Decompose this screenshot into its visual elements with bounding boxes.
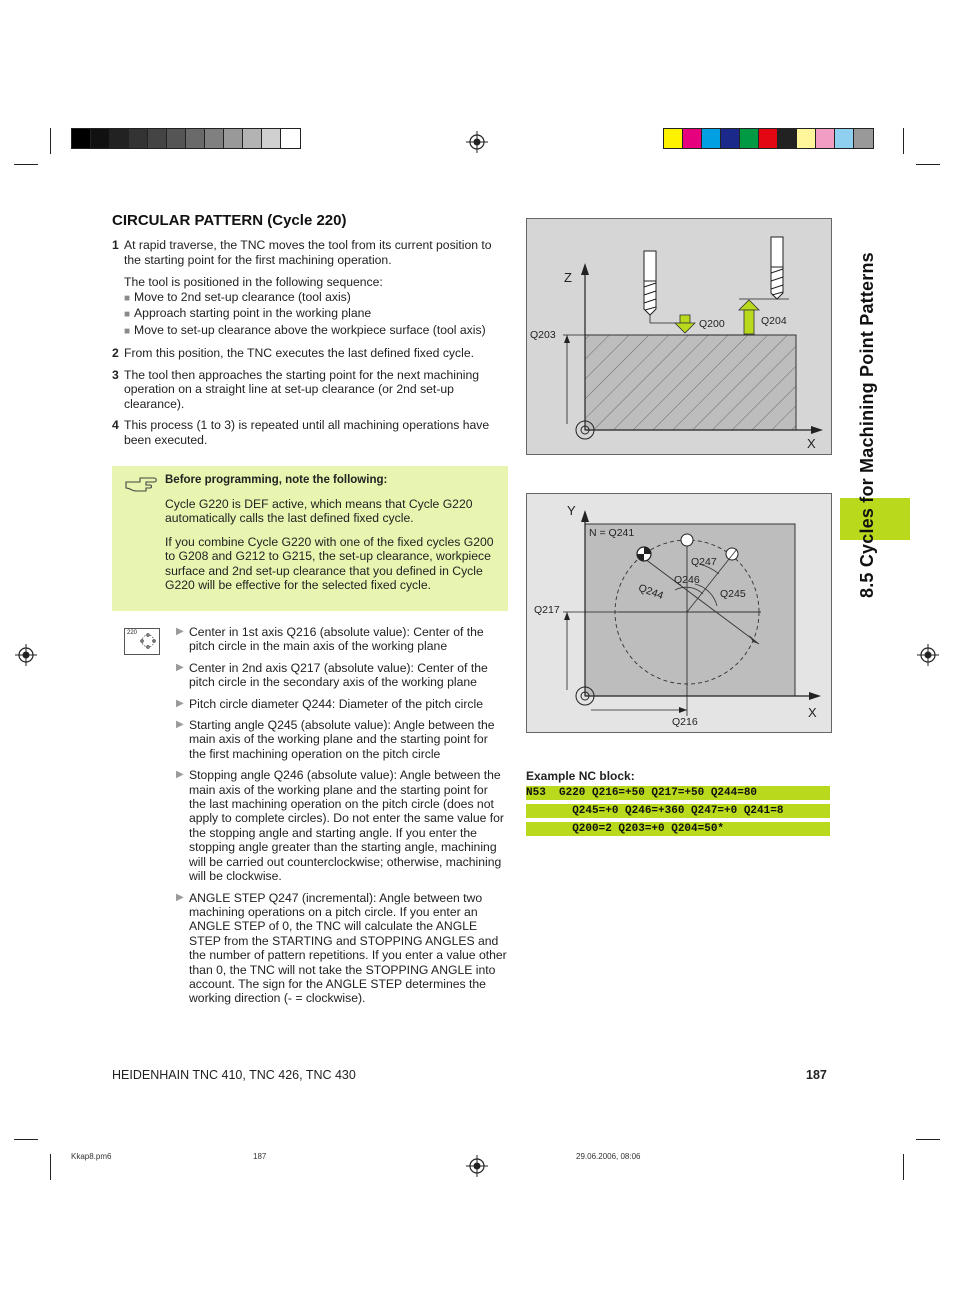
- nc-line: Q200=2 Q203=+0 Q204=50*: [526, 822, 830, 836]
- procedure-steps: [112, 238, 507, 454]
- step-number: 2: [112, 346, 119, 360]
- label-q245: Q245: [720, 588, 746, 600]
- label-q216: Q216: [672, 716, 698, 728]
- parameter-q245: ▶ Starting angle Q245 (absolute value): Angle between the main axis of the working plane and the starting point for the first machining operation on the pitch circle: [176, 718, 495, 761]
- color-bar: [663, 128, 874, 149]
- grayscale-bar: [71, 128, 301, 149]
- label-q200: Q200: [699, 318, 725, 330]
- nc-line: Q245=+0 Q246=+360 Q247=+0 Q241=8: [526, 804, 830, 818]
- label-n-q241: N = Q241: [589, 527, 635, 539]
- page-number: 187: [806, 1068, 827, 1082]
- label-q203: Q203: [530, 329, 556, 341]
- axis-label-x: X: [808, 705, 817, 720]
- step-text: This process (1 to 3) is repeated until all machining operations have been executed.: [124, 418, 490, 447]
- note-paragraph: If you combine Cycle G220 with one of the fixed cycles G200 to G208 and G212 to G215, the set-up clearance, workpiece surface and 2nd set-up clearance that you defined in Cycle G220 will be effective for the selected fixed cycle.: [165, 534, 494, 592]
- parameter-q244: ▶ Pitch circle diameter Q244: Diameter of the pitch circle: [176, 696, 483, 711]
- top-view-figure: [526, 493, 832, 733]
- axis-label-z: Z: [564, 270, 572, 285]
- step-text: From this position, the TNC executes the last defined fixed cycle.: [124, 346, 474, 360]
- step-3: [112, 368, 507, 412]
- slug-page: 187: [253, 1152, 267, 1161]
- page-heading: CIRCULAR PATTERN (Cycle 220): [112, 212, 347, 229]
- step-number: 1: [112, 238, 119, 252]
- step-text: At rapid traverse, the TNC moves the tool from its current position to the starting point for the first machining operation.: [124, 238, 492, 267]
- axis-label-y: Y: [567, 503, 576, 518]
- registration-mark-right: [917, 644, 939, 666]
- parameter-list: [176, 625, 508, 1013]
- label-q217: Q217: [534, 604, 560, 616]
- pointing-hand-icon: [124, 474, 158, 494]
- note-paragraph: Cycle G220 is DEF active, which means that Cycle G220 automatically calls the last defined fixed cycle.: [165, 496, 473, 525]
- section-title: 8.5 Cycles for Machining Point Patterns: [857, 252, 877, 598]
- step-text: The tool then approaches the starting point for the next machining operation on a straight line at set-up clearance (or 2nd set-up clearance).: [124, 367, 480, 411]
- sequence-item: ■ Move to set-up clearance above the workpiece surface (tool axis): [124, 322, 486, 337]
- label-q204: Q204: [761, 315, 787, 327]
- step-1: [112, 238, 507, 339]
- parameter-q216: ▶ Center in 1st axis Q216 (absolute value): Center of the pitch circle in the main axis of the working plane: [176, 625, 484, 654]
- step-number: 3: [112, 367, 119, 382]
- footer-product: HEIDENHAIN TNC 410, TNC 426, TNC 430: [112, 1068, 356, 1082]
- nc-block-label: Example NC block:: [526, 769, 635, 783]
- sequence-item: ■ Approach starting point in the working plane: [124, 306, 372, 320]
- label-q247: Q247: [691, 556, 717, 568]
- nc-line: N53 G220 Q216=+50 Q217=+50 Q244=80: [526, 786, 830, 800]
- parameter-q217: ▶ Center in 2nd axis Q217 (absolute value): Center of the pitch circle in the secondary axis of the working plane: [176, 660, 488, 690]
- side-view-figure: [526, 218, 832, 455]
- slug-date: 29.06.2006, 08:06: [576, 1152, 641, 1161]
- parameter-q246: ▶ Stopping angle Q246 (absolute value): Angle between the main axis of the working plane and the starting point for the last machining operation on the pitch circle (does not apply to complete circles). Do not enter the same value for the stopping angle and starting angle. If you enter the stopping angle greater than the starting angle, machining will be carried out counterclockwise; otherwise, machining will be clockwise.: [176, 768, 504, 884]
- step-4: [112, 418, 507, 447]
- sequence-intro: The tool is positioned in the following sequence:: [124, 275, 383, 289]
- step-number: 4: [112, 418, 119, 432]
- note-box: [112, 466, 508, 611]
- label-q244: Q244: [636, 581, 665, 603]
- axis-label-x: X: [807, 436, 816, 451]
- parameter-q247: ▶ ANGLE STEP Q247 (incremental): Angle between two machining operations on a pitch circle. If you enter an ANGLE STEP of 0, the TNC will calculate the ANGLE STEP from the STARTING and STOPPING ANGLES and the number of pattern repetitions. If you enter a value other than 0, the TNC will not take the STOPPING ANGLE into account. The sign for the ANGLE STEP determines the working direction (- = clockwise).: [176, 890, 507, 1006]
- registration-mark-bottom: [466, 1155, 488, 1177]
- registration-mark-top: [466, 131, 488, 153]
- step-2: [112, 346, 507, 361]
- sequence-item: ■ Move to 2nd set-up clearance (tool axis): [124, 289, 351, 304]
- registration-mark-left: [15, 644, 37, 666]
- note-heading: Before programming, note the following:: [165, 474, 388, 486]
- cycle-220-icon: 220: [124, 628, 160, 655]
- label-q246: Q246: [674, 574, 700, 586]
- slug-file: Kkap8.pm6: [71, 1152, 112, 1161]
